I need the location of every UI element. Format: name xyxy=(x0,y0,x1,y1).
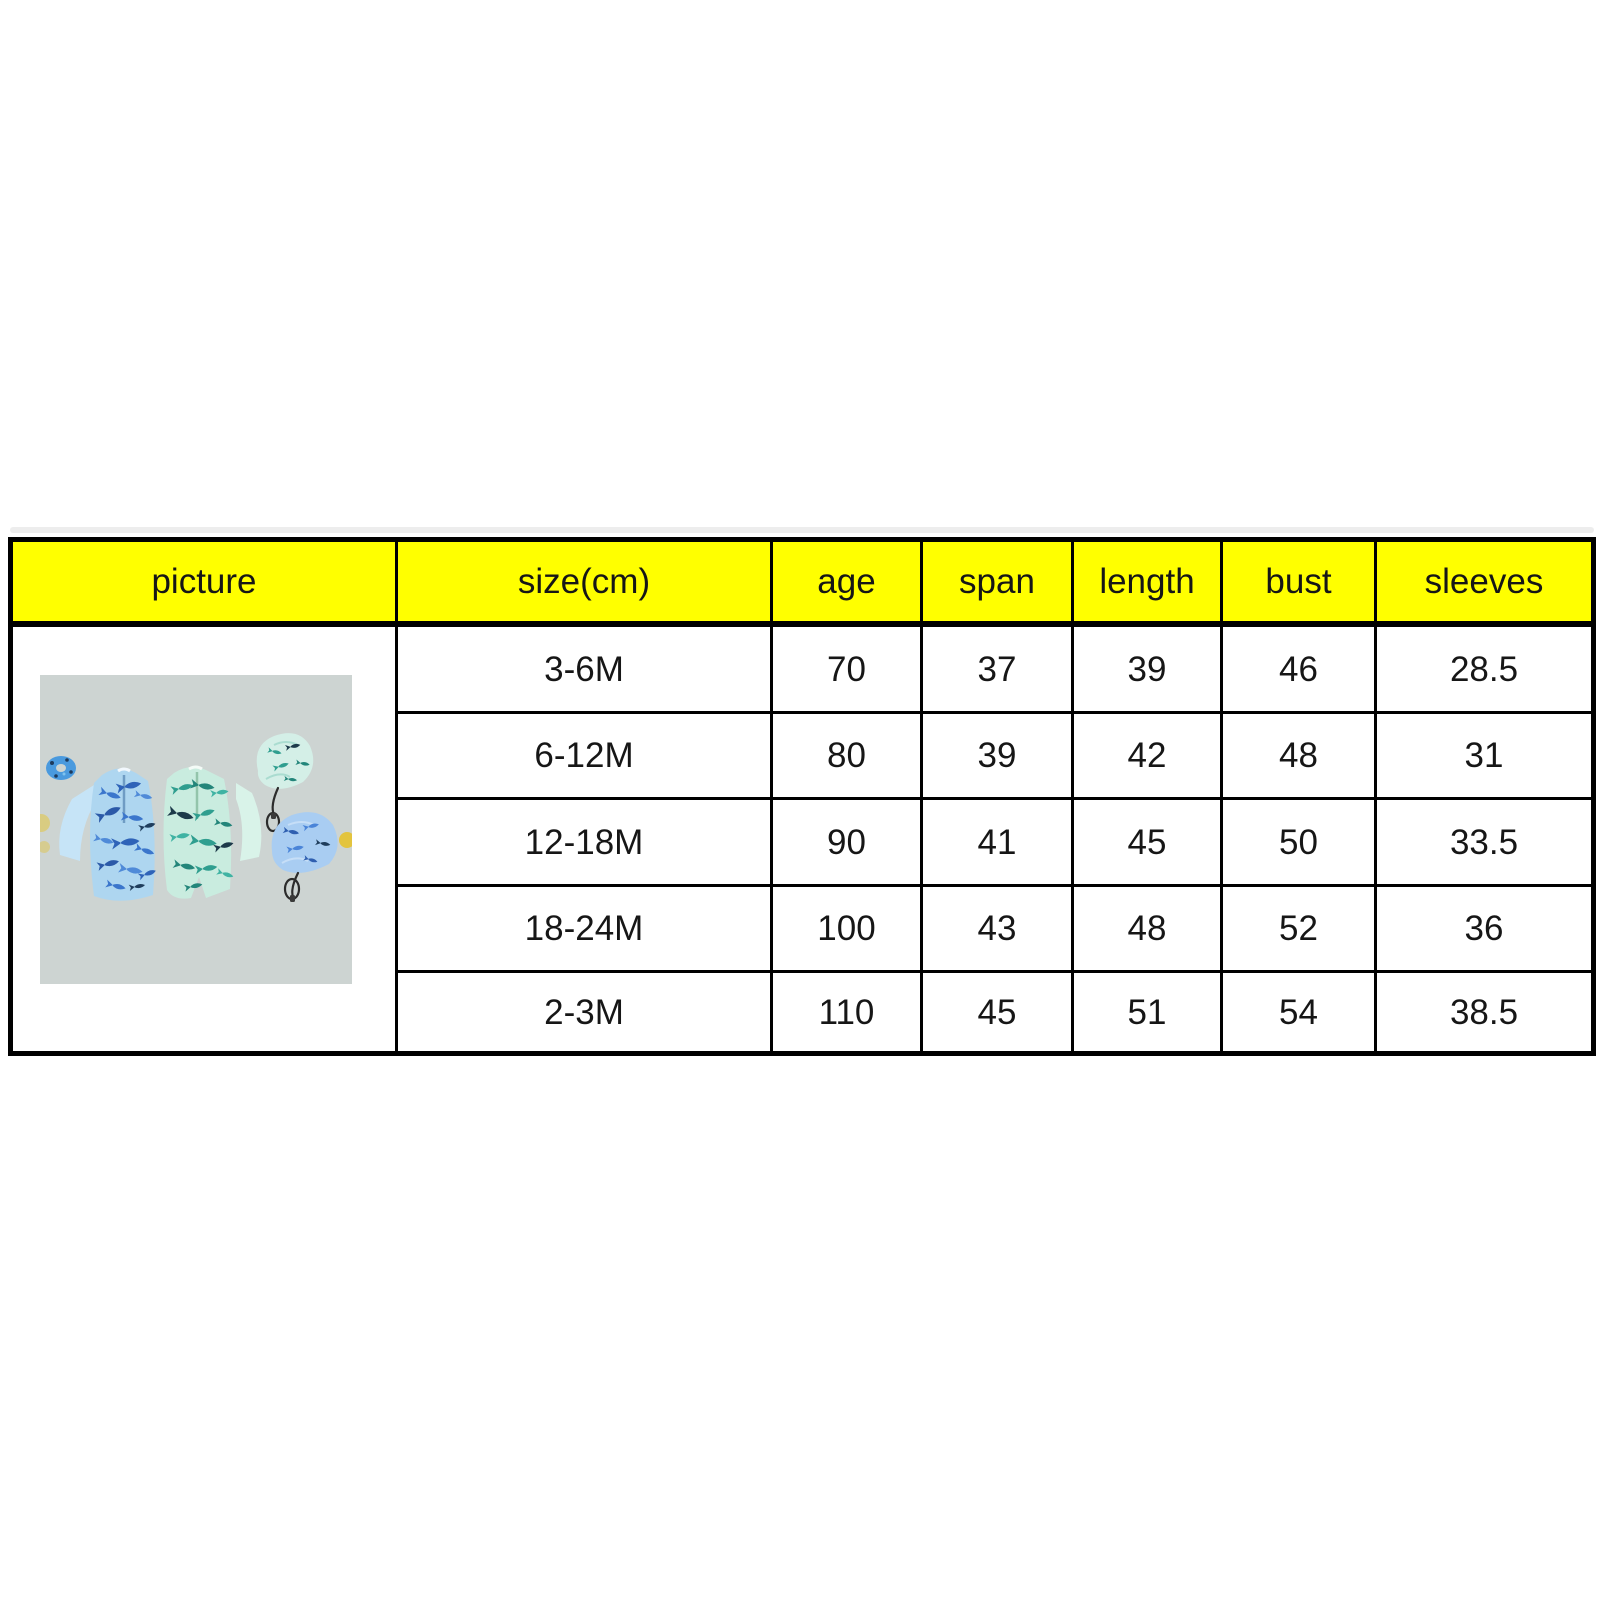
cell-bust: 52 xyxy=(1223,887,1377,973)
cell-sleeves: 36 xyxy=(1377,887,1591,973)
column-header-bust: bust xyxy=(1223,542,1377,627)
cell-length: 48 xyxy=(1074,887,1223,973)
column-header-size: size(cm) xyxy=(398,542,773,627)
cell-size: 2-3M xyxy=(398,973,773,1051)
cell-span: 39 xyxy=(923,714,1074,800)
cell-size: 3-6M xyxy=(398,627,773,714)
cell-size: 18-24M xyxy=(398,887,773,973)
cell-bust: 50 xyxy=(1223,800,1377,887)
cell-length: 39 xyxy=(1074,627,1223,714)
cell-age: 110 xyxy=(773,973,923,1051)
cell-age: 90 xyxy=(773,800,923,887)
product-photo-illustration xyxy=(40,675,352,984)
cell-bust: 48 xyxy=(1223,714,1377,800)
cell-length: 51 xyxy=(1074,973,1223,1051)
cell-sleeves: 38.5 xyxy=(1449,992,1519,1032)
cell-age: 80 xyxy=(773,714,923,800)
size-chart-table xyxy=(8,537,1596,1056)
cell-size: 12-18M xyxy=(398,800,773,887)
product-picture-cell xyxy=(13,627,398,1051)
cell-age: 70 xyxy=(773,627,923,714)
swim-ring xyxy=(46,756,76,780)
cell-span: 43 xyxy=(923,887,1074,973)
cell-size: 6-12M xyxy=(398,714,773,800)
cell-length: 42 xyxy=(1074,714,1223,800)
product-photo xyxy=(40,675,352,984)
cell-sleeves: 31 xyxy=(1377,714,1591,800)
table-top-shadow xyxy=(10,527,1594,533)
column-header-sleeves: sleeves xyxy=(1377,542,1591,627)
cell-span: 37 xyxy=(923,627,1074,714)
cell-sleeves: 33.5 xyxy=(1377,800,1591,887)
cell-length: 45 xyxy=(1074,800,1223,887)
column-header-span: span xyxy=(923,542,1074,627)
column-header-age: age xyxy=(773,542,923,627)
cell-bust: 46 xyxy=(1223,627,1377,714)
cell-span: 45 xyxy=(923,973,1074,1051)
cell-bust: 54 xyxy=(1223,973,1377,1051)
cell-sleeves: 28.5 xyxy=(1377,627,1591,714)
column-header-length: length xyxy=(1074,542,1223,627)
column-header-picture: picture xyxy=(13,542,398,627)
cell-age: 100 xyxy=(773,887,923,973)
cell-span: 41 xyxy=(923,800,1074,887)
